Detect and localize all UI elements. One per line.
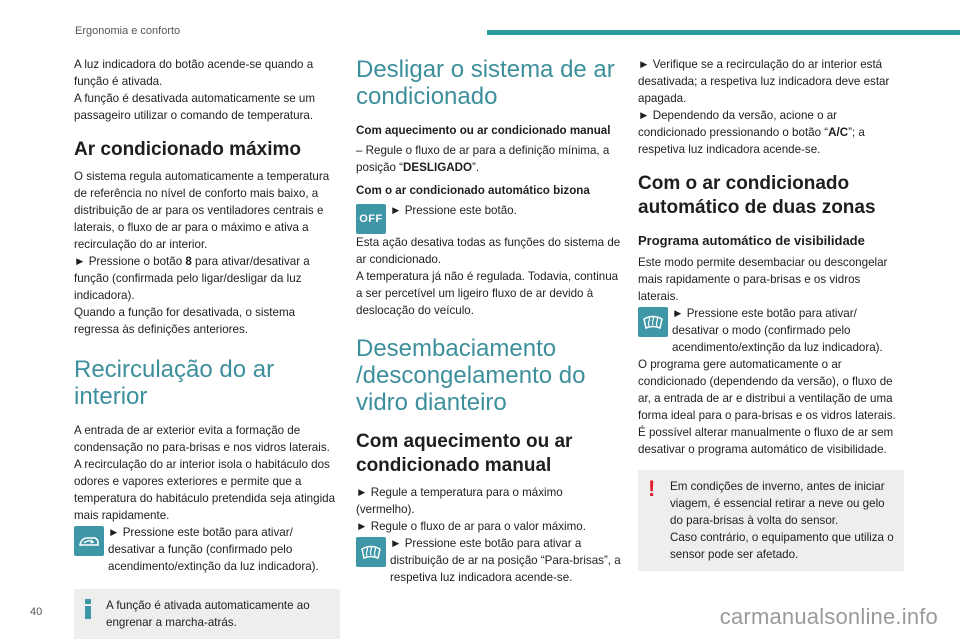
column-3: [638, 56, 904, 571]
recirc-paragraph-1: A entrada de ar exterior evita a formação de condensação no para-brisas e nos vidros laterais.: [74, 424, 330, 454]
header-accent-bar: [487, 30, 960, 35]
column-2: [356, 56, 622, 586]
visibility-program-heading: Programa automático de visibilidade: [638, 233, 865, 248]
ac-max-heading: Ar condicionado máximo: [74, 139, 301, 160]
manual-subheading: Com aquecimento ou ar condicionado manual: [356, 124, 611, 137]
visibility-button-text: ► Pressione este botão para ativar/ desativar o modo (confirmado pelo acendimento/extinção da luz indicadora).: [672, 307, 883, 354]
manual-p-bold: DESLIGADO: [403, 161, 472, 174]
windscreen-button-row: [356, 535, 622, 586]
manual-heat-heading: Com aquecimento ou ar condicionado manual: [356, 431, 573, 476]
page-number: 40: [30, 606, 43, 618]
col3-paragraph-2: [638, 107, 904, 158]
ac-max-paragraph-1: O sistema regula automaticamente a temperatura de referência no nível de conforto mais baixo, a distribuição de ar para os ventiladores centrais e laterais, o fluxo de ar para o máximo e ativa a recirculação do ar interior.: [74, 170, 330, 251]
off-paragraph-2: A temperatura já não é regulada. Todavia, continua a ser percetível um ligeiro fluxo de ar devido à deslocação do veículo.: [356, 270, 619, 317]
heat-paragraph-2: ► Regule o fluxo de ar para o valor máximo.: [356, 520, 586, 533]
visibility-paragraph-2: O programa gere automaticamente o ar condicionado (dependendo da versão), o fluxo de ar, a entrada de ar e distribui a ventilação de uma forma ideal para o para-brisas e os vidros laterais.: [638, 358, 896, 422]
dual-zone-heading: Com o ar condicionado automático de duas zonas: [638, 173, 876, 218]
visibility-paragraph-3: É possível alterar manualmente o fluxo de ar sem desativar o programa automático de visibilidade.: [638, 426, 894, 456]
warning-text-2: Caso contrário, o equipamento que utiliza o sensor pode ser afetado.: [670, 531, 894, 561]
visibility-button-row: [638, 305, 904, 356]
intro-paragraph-2: A função é desativada automaticamente se um passageiro utilizar o comando de temperatura.: [74, 92, 316, 122]
ac-max-p2-pre: ► Pressione o botão: [74, 255, 186, 268]
off-paragraph-1: Esta ação desativa todas as funções do sistema de ar condicionado.: [356, 236, 621, 266]
off-icon: OFF: [356, 204, 386, 234]
manual-p-post: ”.: [471, 161, 480, 174]
windscreen-button-text: ► Pressione este botão para ativar a distribuição de ar na posição “Para-brisas”, a respetiva luz indicadora acende-se.: [390, 537, 621, 584]
off-button-text: ► Pressione este botão.: [390, 204, 517, 217]
button-number: 8: [185, 255, 192, 268]
info-icon: [84, 599, 92, 619]
ac-max-paragraph-3: Quando a função for desativada, o sistema regressa às definições anteriores.: [74, 306, 296, 336]
manual-p-pre: – Regule o fluxo de ar para a definição mínima, a posição “: [356, 144, 610, 174]
recirc-heading: Recirculação do ar interior: [74, 356, 275, 410]
watermark: carmanualsonline.info: [719, 604, 938, 629]
visibility-defrost-icon: [638, 307, 668, 337]
recirc-paragraph-2: A recirculação do ar interior isola o habitáculo dos odores e vapores exteriores e permite que a temperatura do habitáculo pretendida seja atingida mais rapidamente.: [74, 458, 336, 522]
ac-button-label: A/C: [828, 126, 849, 139]
ac-max-paragraph-2: [74, 253, 340, 304]
auto-bizone-subheading: Com o ar condicionado automático bizona: [356, 184, 590, 197]
recirc-button-row: [74, 524, 340, 575]
ac-max-p2-post: para ativar/desativar a função (confirmada pelo ligar/desligar da luz indicadora).: [74, 255, 310, 302]
col3-paragraph-1: ► Verifique se a recirculação do ar interior está desativada; a respetiva luz indicadora deve estar apagada.: [638, 58, 890, 105]
warning-icon: !: [648, 476, 656, 501]
visibility-paragraph-1: Este modo permite desembaciar ou descongelar mais rapidamente o para-brisas e os vidros laterais.: [638, 256, 888, 303]
recirc-button-text: ► Pressione este botão para ativar/ desativar a função (confirmado pelo acendimento/extinção da luz indicadora).: [108, 526, 319, 573]
manual-paragraph: [356, 142, 622, 176]
intro-paragraph-1: A luz indicadora do botão acende-se quando a função é ativada.: [74, 58, 314, 88]
col3-p2-pre: ► Dependendo da versão, acione o ar condicionado pressionando o botão “: [638, 109, 838, 139]
column-1: [74, 56, 340, 639]
warning-box: [638, 470, 904, 571]
ac-off-heading: Desligar o sistema de ar condicionado: [356, 56, 615, 110]
off-button-row: [356, 202, 622, 234]
col3-p2-post: ”; a respetiva luz indicadora acende-se.: [638, 126, 865, 156]
defrost-heading: Desembaciamento /descongelamento do vidro dianteiro: [356, 335, 586, 416]
recirculation-icon: [74, 526, 104, 556]
windscreen-defrost-icon: [356, 537, 386, 567]
info-box: [74, 589, 340, 639]
warning-text-1: Em condições de inverno, antes de iniciar viagem, é essencial retirar a neve ou gelo do para-brisas à volta do sensor.: [670, 480, 885, 527]
heat-paragraph-1: ► Regule a temperatura para o máximo (vermelho).: [356, 486, 563, 516]
page-header-title: Ergonomia e conforto: [75, 25, 181, 37]
info-text: A função é ativada automaticamente ao engrenar a marcha-atrás.: [106, 599, 310, 629]
